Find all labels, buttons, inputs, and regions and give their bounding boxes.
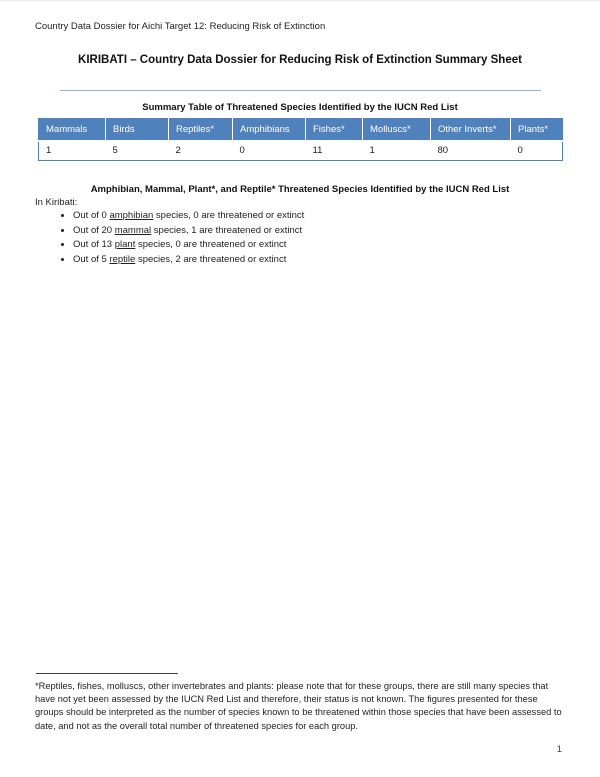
summary-value-cell: 5 bbox=[106, 141, 169, 161]
footnote-separator bbox=[36, 673, 178, 674]
bullet-text-prefix: Out of 0 bbox=[73, 210, 110, 221]
summary-column-header: Fishes* bbox=[306, 119, 363, 142]
species-group-word: reptile bbox=[109, 253, 136, 265]
summary-value-cell: 0 bbox=[511, 141, 563, 161]
species-group-word: mammal bbox=[114, 224, 152, 236]
bullet-text-suffix: species, 0 are threatened or extinct bbox=[153, 210, 305, 221]
page-number: 1 bbox=[556, 744, 562, 755]
summary-value-cell: 1 bbox=[39, 141, 106, 161]
bullet-text-suffix: species, 1 are threatened or extinct bbox=[151, 224, 303, 236]
document-running-header: Country Data Dossier for Aichi Target 12: Reducing Risk of Extinction bbox=[35, 21, 326, 32]
species-intro: In Kiribati: bbox=[35, 197, 78, 208]
summary-column-header: Amphibians bbox=[233, 119, 306, 142]
species-bullet-item bbox=[73, 254, 304, 265]
species-section-heading: Amphibian, Mammal, Plant*, and Reptile* Threatened Species Identified by the IUCN Red List bbox=[90, 184, 510, 195]
bullet-text-prefix: Out of 20 bbox=[73, 224, 115, 236]
summary-column-header: Mammals bbox=[39, 119, 106, 142]
summary-value-cell: 2 bbox=[169, 141, 233, 161]
summary-column-header: Reptiles* bbox=[169, 119, 233, 142]
summary-table-value-row bbox=[39, 141, 563, 161]
summary-value-cell: 0 bbox=[233, 141, 306, 161]
species-bullet-list bbox=[57, 210, 304, 268]
summary-column-header: Molluscs* bbox=[363, 119, 431, 142]
summary-value-cell: 80 bbox=[431, 141, 511, 161]
bullet-text-suffix: species, 0 are threatened or extinct bbox=[135, 239, 287, 251]
species-bullet-item bbox=[73, 225, 304, 236]
summary-value-cell: 1 bbox=[363, 141, 431, 161]
species-group-word: amphibian bbox=[109, 210, 154, 221]
bullet-text-suffix: species, 2 are threatened or extinct bbox=[135, 253, 287, 265]
species-bullet-item bbox=[73, 239, 304, 250]
title-divider-rule bbox=[60, 90, 541, 91]
species-group-word: plant bbox=[114, 239, 136, 251]
summary-table-header-row bbox=[39, 119, 563, 142]
summary-table-heading: Summary Table of Threatened Species Identified by the IUCN Red List bbox=[142, 102, 458, 113]
summary-value-cell: 11 bbox=[306, 141, 363, 161]
footnote-text: *Reptiles, fishes, molluscs, other invertebrates and plants: please note that for these groups, there are still many species that have not yet been assessed by the IUCN Red List and therefore, their status is not known. The figures presented for these groups should be interpreted as the number of species known to be threatened within those species that have been assessed to date, and not as the overall total number of threatened species for each group. bbox=[35, 681, 562, 731]
summary-column-header: Plants* bbox=[511, 119, 563, 142]
bullet-text-prefix: Out of 5 bbox=[73, 253, 110, 265]
bullet-text-prefix: Out of 13 bbox=[73, 239, 115, 251]
summary-column-header: Birds bbox=[106, 119, 169, 142]
summary-table bbox=[38, 118, 563, 161]
summary-column-header: Other Inverts* bbox=[431, 119, 511, 142]
species-bullet-item bbox=[73, 210, 304, 221]
page-title: KIRIBATI – Country Data Dossier for Reducing Risk of Extinction Summary Sheet bbox=[78, 54, 522, 66]
